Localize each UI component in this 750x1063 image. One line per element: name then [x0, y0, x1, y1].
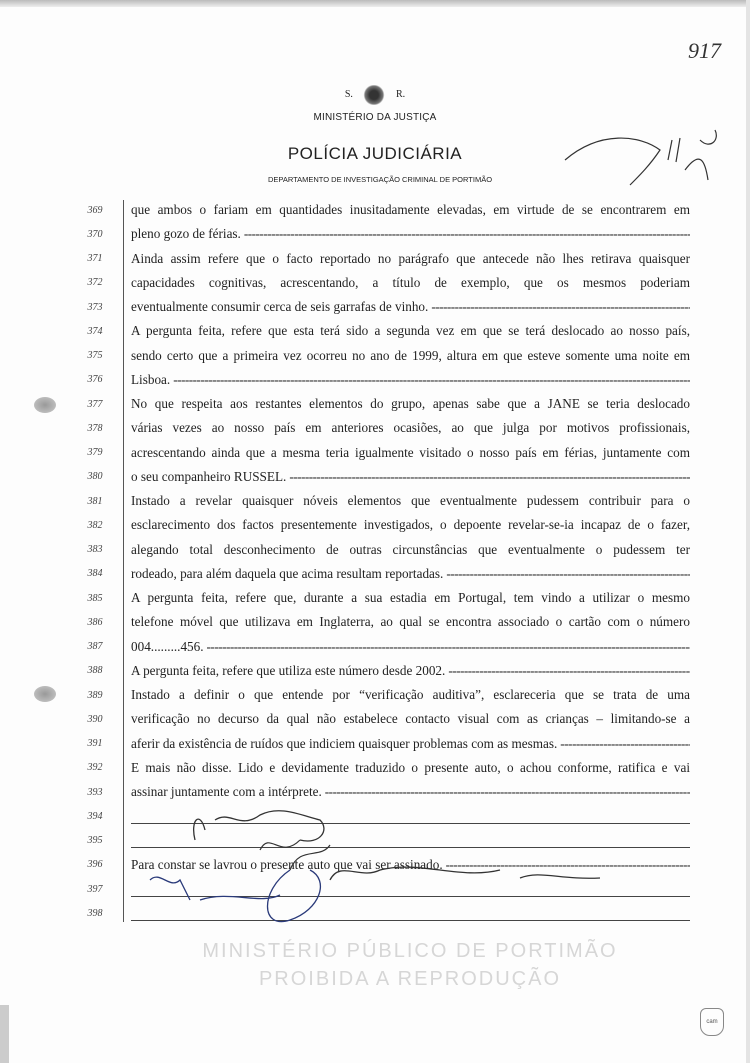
line-content: Ainda assim refere que o facto reportado no parágrafo que antecede não lhes retirava quaisquer	[131, 250, 690, 266]
line-number: 385	[87, 592, 103, 604]
line-number: 381	[87, 495, 103, 507]
line-number: 387	[87, 641, 103, 652]
watermark: PROIBIDA A REPRODUÇÃO	[258, 968, 562, 990]
line-number: 371	[87, 253, 103, 264]
line-number: 389	[87, 689, 103, 701]
line-number: 396	[87, 859, 103, 871]
left-letter: S.	[344, 89, 353, 100]
line-number: 373	[87, 301, 103, 313]
line-number: 374	[87, 325, 103, 337]
stamp-icon: cam	[700, 1008, 724, 1036]
line-number: 380	[87, 471, 103, 483]
line-number: 394	[87, 810, 103, 822]
line-number: 393	[87, 786, 103, 798]
line-number: 379	[87, 447, 103, 458]
line-content: acrescentando ainda que a mesma teria igualmente visitado o nosso país em férias, juntamente com	[131, 444, 690, 460]
line-number: 376	[87, 374, 103, 386]
line-number: 390	[87, 713, 103, 725]
line-number: 386	[87, 616, 103, 628]
line-number: 383	[87, 544, 103, 555]
ministry: MINISTÉRIO DA JUSTIÇA	[313, 112, 437, 123]
line-content: A pergunta feita, refere que esta terá sido a segunda vez em que se terá deslocado ao nosso país,	[131, 323, 690, 339]
line-content: eventualmente consumir cerca de seis garrafas de vinho.	[131, 299, 429, 314]
line-content: Instado a revelar quaisquer nóveis elementos que eventualmente pudessem contribuir para o	[131, 493, 690, 508]
line-number: 397	[87, 883, 103, 895]
line-number: 370	[87, 228, 103, 240]
line-content: capacidades cognitivas, acrescentando, a título de exemplo, que os mesmos poderiam	[131, 274, 690, 290]
line-content: alegando total desconhecimento de outras circunstâncias que eventualmente o pudessem ter	[131, 541, 690, 557]
line-content: 004.........456.	[131, 638, 204, 654]
line-content: rodeado, para além daquela que acima resultam reportadas.	[131, 565, 444, 581]
line-content: sendo certo que a primeira vez ocorreu no ano de 1999, altura em que esteve somente uma noite em	[131, 347, 690, 363]
line-content: Para constar se lavrou o presente auto que vai ser assinado.	[131, 856, 443, 872]
right-letter: R.	[395, 89, 406, 100]
line-content: verificação no decurso da qual não estabelece contacto visual com as crianças – limitando-se a	[131, 711, 690, 727]
watermark: MINISTÉRIO PÚBLICO DE PORTIMÃO	[202, 940, 618, 962]
line-number: 382	[87, 519, 103, 531]
line-content: A pergunta feita, refere que utiliza este número desde 2002.	[131, 662, 446, 678]
line-number: 372	[87, 277, 103, 289]
line-content: várias vezes ao nosso país em anteriores ocasiões, ao que julga por motivos profissionais,	[131, 420, 690, 436]
line-content: E mais não disse. Lido e devidamente traduzido o presente auto, o achou conforme, ratifica e vai	[131, 759, 690, 775]
line-content: o seu companheiro RUSSEL.	[131, 468, 287, 484]
line-content: que ambos o fariam em quantidades inusitadamente elevadas, em virtude de se encontrarem em	[131, 202, 690, 217]
line-content: telefone móvel que utilizava em Inglaterra, ao qual se encontra associado o cartão com o número	[131, 614, 690, 630]
line-number: 391	[87, 738, 103, 749]
line-number: 395	[87, 835, 103, 846]
line-number: 375	[87, 350, 103, 361]
line-number: 384	[87, 568, 103, 580]
agency-title: POLÍCIA JUDICIÁRIA	[287, 144, 463, 163]
line-number: 378	[87, 422, 103, 434]
line-content: esclarecimento dos factos presentemente investigados, o depoente revelar-se-ia incapaz de o fazer,	[131, 517, 690, 533]
line-number: 388	[87, 665, 103, 677]
department: DEPARTAMENTO DE INVESTIGAÇÃO CRIMINAL DE PORTIMÃO	[267, 175, 493, 184]
line-number: 392	[87, 762, 103, 774]
line-content: Lisboa.	[131, 371, 171, 387]
line-content: No que respeita aos restantes elementos do grupo, apenas sabe que a JANE se teria deslocado	[131, 396, 690, 411]
line-number: 369	[87, 204, 103, 216]
line-content: A pergunta feita, refere que, durante a sua estadia em Portugal, tem vindo a utilizar o mesmo	[131, 590, 690, 605]
line-content: aferir da existência de ruídos que indiciem quaisquer problemas com as mesmas.	[131, 735, 558, 751]
line-content: Instado a definir o que entende por “verificação auditiva”, esclareceria que se trata de uma	[131, 687, 690, 702]
handwritten-page-number: 917	[688, 38, 721, 63]
line-content: assinar juntamente com a intérprete.	[131, 784, 322, 799]
line-content: pleno gozo de férias.	[131, 226, 241, 242]
line-number: 377	[87, 398, 103, 410]
line-number: 398	[87, 907, 103, 919]
